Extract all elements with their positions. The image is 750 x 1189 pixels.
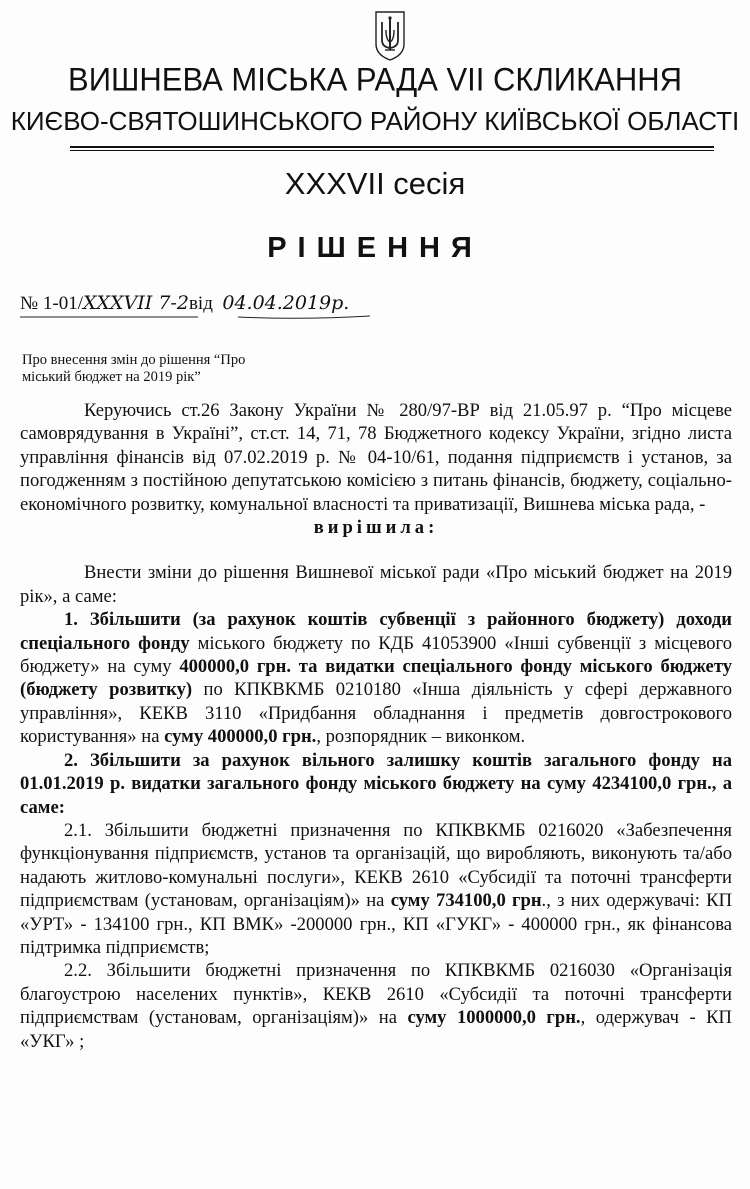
number-underline (20, 314, 380, 322)
item-2-heading: 2. Збільшити за рахунок вільного залишку коштів загального фонду на 01.01.2019 р. видатки загального фонду міського бюджету на суму 4234100,0 грн., а саме: (20, 749, 732, 818)
council-title: ВИШНЕВА МІСЬКА РАДА VII СКЛИКАННЯ (68, 61, 682, 98)
document-body (20, 399, 732, 1053)
decision-number (20, 292, 440, 328)
council-subtitle: КИЄВО-СВЯТОШИНСЬКОГО РАЙОНУ КИЇВСЬКОЇ ОБЛАСТІ (10, 106, 740, 136)
subject-line-2: міський бюджет на 2019 рік” (22, 369, 201, 385)
coat-of-arms-icon (373, 10, 407, 62)
intro-paragraph: Внести зміни до рішення Вишневої міської ради «Про міський бюджет на 2019 рік», а саме: (20, 562, 732, 607)
decision-title: РІШЕННЯ (267, 232, 483, 264)
header-divider (70, 146, 714, 148)
resolved-heading: вирішила: (313, 517, 439, 539)
handwritten-date: 04.04.2019р. (222, 292, 350, 314)
item-2-1-paragraph: 2.1. Збільшити бюджетні призначення по КПКВКМБ 0216020 «Забезпечення функціонування підприємств, установ та організацій, що виробляють, виконують та/або надають житлово-комунальні послуги», КЕКВ 2610 «Субсидії та поточні трансферти підприємствам (установам, організаціям)» на суму 734100,0 грн., з них одержувачі: КП «УРТ» - 134100 грн., КП ВМК» -200000 грн., КП «ГУКГ» - 400000 грн., як фінансова підтримка підприємств; (20, 819, 733, 958)
handwritten-number: XXXVII 7-2 (82, 292, 189, 314)
item-2-2-paragraph: 2.2. Збільшити бюджетні призначення по КПКВКМБ 0216030 «Організація благоустрою населених пунктів», КЕКВ 2610 «Субсидії та поточні трансферти підприємствам (установам, організаціям)» на суму 1000000,0 грн., одержувач - КП «УКГ» ; (20, 960, 732, 1052)
number-prefix: № 1-01/ (20, 293, 83, 314)
item-1-paragraph: 1. Збільшити (за рахунок коштів субвенції з районного бюджету) доходи спеціального фонду міського бюджету по КДБ 41053900 «Інші субвенції з місцевого бюджету» на суму 400000,0 грн. та видатки спеціального фонду міського бюджету (бюджету розвитку) по КПКВКМБ 0210180 «Інша діяльність у сфері державного управління», КЕКВ 3110 «Придбання обладнання і предметів довгострокового користування» на суму 400000,0 грн., розпорядник – виконком. (20, 609, 732, 748)
header-divider-thin (70, 150, 714, 151)
decision-subject (22, 352, 322, 386)
preamble-paragraph: Керуючись ст.26 Закону України № 280/97-ВР від 21.05.97 р. “Про місцеве самоврядування в Україні”, ст.ст. 14, 71, 78 Бюджетного кодексу України, згідно листа управління фінансів від 07.02.2019 р. № 04-10/61, подання підприємств і установ, за погодженням з постійною депутатською комісією з питань фінансів, бюджету, соціально-економічного розвитку, комунальної власності та приватизації, Вишнева міська рада, - (20, 400, 732, 515)
subject-line-1: Про внесення змін до рішення “Про (22, 352, 246, 368)
number-from: від (188, 293, 213, 314)
session-title: XXXVII сесія (284, 166, 466, 201)
